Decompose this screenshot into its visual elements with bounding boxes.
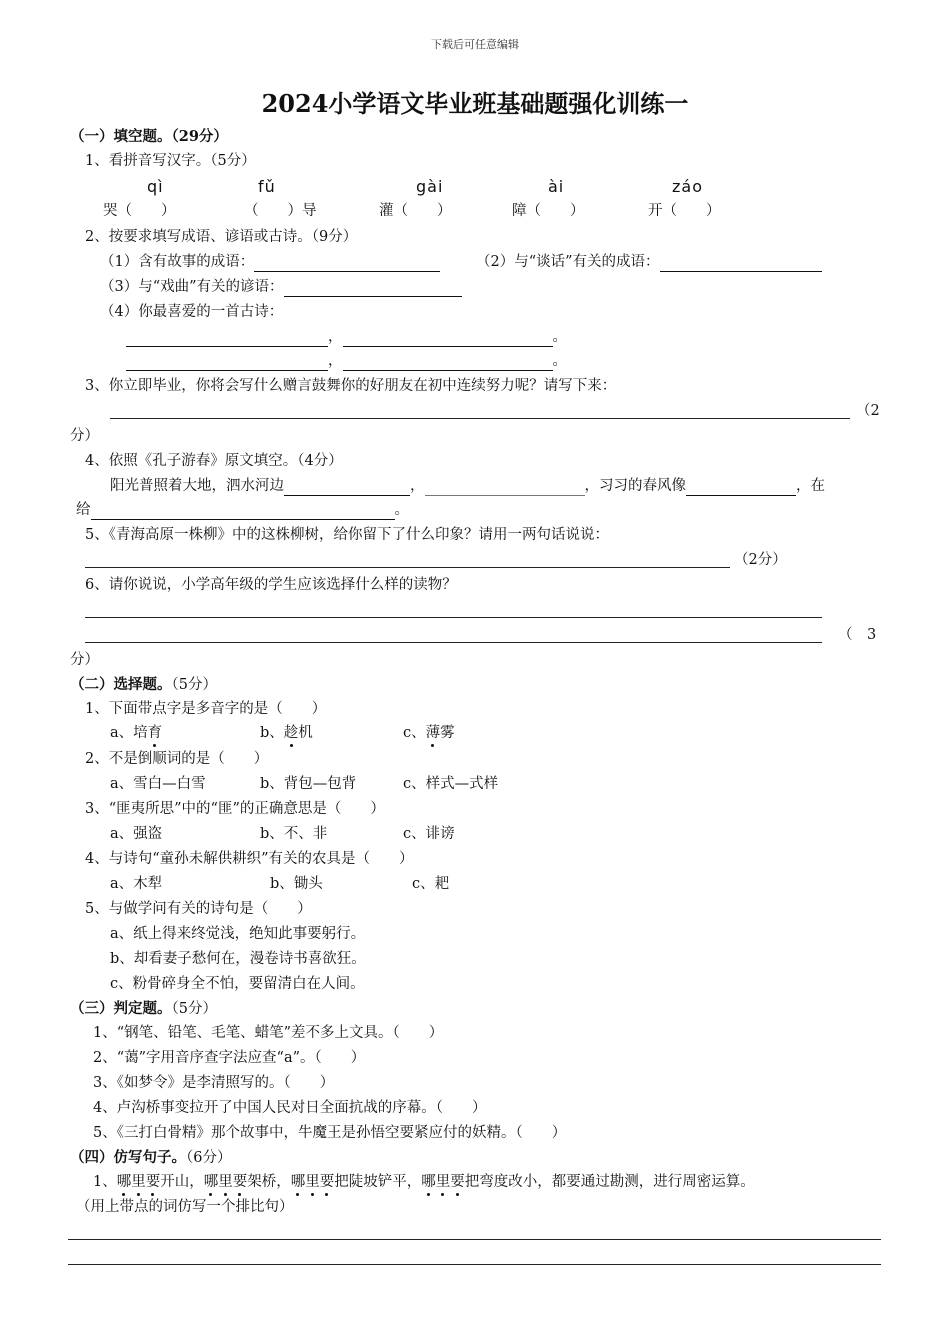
section1-heading: （一）填空题。（29分） [70, 128, 228, 145]
answer-blank[interactable] [284, 479, 410, 496]
q1-5-score: （2分） [734, 552, 787, 568]
q2-2-option-a[interactable]: a、雪白—白雪 [110, 776, 206, 792]
pinyin-3: gài [416, 177, 444, 196]
q1-3-text: 3、你立即毕业，你将会写什么赠言鼓舞你的好朋友在初中连续努力呢？请写下来： [85, 378, 617, 394]
section3-heading [70, 999, 217, 1019]
answer-line[interactable] [110, 418, 850, 419]
q2-4-option-b[interactable]: b、锄头 [270, 876, 323, 892]
judge-item-5[interactable]: 5、《三打白骨精》那个故事中，牛魔王是孙悟空要紧应付的妖精。（ ） [93, 1125, 567, 1141]
emphasis-dot-char: 要 [232, 1174, 248, 1190]
poem-period: 。 [552, 329, 567, 345]
answer-blank[interactable] [686, 479, 796, 496]
q2-5-option-c[interactable]: c、粉骨碎身全不怕，要留清白在人间。 [110, 976, 365, 992]
q1-2-part2 [476, 252, 822, 272]
q1-2-part4: （4）你最喜爱的一首古诗： [100, 304, 284, 320]
judge-item-2[interactable]: 2、“蔼”字用音序查字法应查“a”。（ ） [93, 1050, 366, 1066]
section4-heading-score: （6分） [186, 1150, 232, 1166]
emphasis-dot-char: 要 [145, 1174, 161, 1190]
q2-5-option-a[interactable]: a、纸上得来终觉浅，绝知此事要躬行。 [110, 926, 366, 942]
q1-2-part3-label: （3）与“戏曲”有关的谚语： [100, 279, 284, 295]
poem-line-2 [126, 351, 567, 371]
q1-6-score-cont: 分） [70, 652, 99, 668]
q1-5-text: 5、《青海高原一株柳》中的这株柳树，给你留下了什么印象？请用一两句话说说： [85, 527, 609, 543]
answer-blank[interactable] [126, 354, 328, 371]
emphasis-dot-char: 里 [131, 1174, 146, 1190]
q2-4-text: 4、与诗句“童孙未解供耕织”有关的农具是（ ） [85, 851, 414, 867]
q1-2-part1 [100, 252, 440, 272]
q2-2-option-c[interactable]: c、样式—式样 [403, 776, 499, 792]
poem-comma: ， [328, 329, 343, 345]
q2-1-text: 1、下面带点字是多音字的是（ ） [85, 701, 327, 717]
section2-heading-score: （5分） [171, 677, 217, 693]
answer-blank[interactable] [343, 354, 553, 371]
q1-1-text: 1、看拼音写汉字。（5分） [85, 153, 256, 169]
answer-line[interactable] [85, 642, 822, 643]
emphasis-dot-char: 薄 [425, 725, 441, 741]
section2-heading-bold: （二）选择题。 [70, 676, 172, 693]
q1-2-part2-label: （2）与“谈话”有关的成语： [476, 254, 660, 270]
section2-heading [70, 675, 217, 695]
q2-4-option-c[interactable]: c、耙 [412, 876, 450, 892]
answer-blank[interactable] [425, 479, 585, 496]
emphasis-word [204, 1174, 248, 1190]
page-title: 2024小学语文毕业班基础题强化训练一 [261, 89, 689, 118]
q2-5-option-b[interactable]: b、却看妻子愁何在，漫卷诗书喜欲狂。 [110, 951, 366, 967]
pinyin-blank-5[interactable]: 开（ ） [648, 203, 721, 219]
q2-1-option-c[interactable]: c、薄雾 [403, 725, 455, 741]
q1-4-seg3: ，习习的春风像 [584, 478, 686, 494]
q1-2-text: 2、按要求填写成语、谚语或古诗。（9分） [85, 229, 358, 245]
q1-4-seg5: 给 [76, 502, 91, 518]
q1-4-text: 4、依照《孔子游春》原文填空。（4分） [85, 453, 343, 469]
poem-period: 。 [552, 353, 567, 369]
q2-3-text: 3、“匪夷所思”中的“匪”的正确意思是（ ） [85, 801, 385, 817]
q1-6-text: 6、请你说说，小学高年级的学生应该选择什么样的读物？ [85, 577, 457, 593]
emphasis-dot-char: 哪 [290, 1174, 306, 1190]
q2-1-option-a[interactable]: a、培育 [110, 725, 163, 741]
emphasis-dot-char: 要 [319, 1174, 335, 1190]
section3-heading-score: （5分） [171, 1001, 217, 1017]
pinyin-1: qì [147, 177, 164, 196]
pinyin-2: fǔ [258, 177, 276, 196]
q2-2-option-b[interactable]: b、背包—包背 [260, 776, 357, 792]
section3-heading-bold: （三）判定题。 [70, 1000, 172, 1017]
q1-4-line [110, 476, 825, 496]
q4-1-note: （用上带点的词仿写一个排比句） [76, 1199, 294, 1215]
pinyin-blank-2[interactable]: （ ）导 [244, 203, 317, 219]
answer-line[interactable] [85, 617, 822, 618]
q1-6-score: （ 3 [838, 627, 877, 643]
q1-3-score: （2 [856, 403, 880, 419]
q4-1-sentence [93, 1172, 755, 1192]
poem-comma: ， [328, 353, 343, 369]
q2-3-option-a[interactable]: a、强盗 [110, 826, 163, 842]
answer-blank[interactable] [284, 280, 462, 297]
section4-heading-bold: （四）仿写句子。 [70, 1149, 186, 1166]
q4-1-part: 把陡坡铲平， [334, 1174, 422, 1190]
q4-1-part: 把弯度改小，都要通过勘测，进行周密运算。 [464, 1174, 755, 1190]
pinyin-blank-1[interactable]: 哭（ ） [103, 203, 176, 219]
q1-3-score-cont: 分） [70, 428, 99, 444]
emphasis-word [421, 1174, 465, 1190]
emphasis-dot-char: 哪 [421, 1174, 436, 1190]
q2-1-option-b[interactable]: b、趁机 [260, 725, 313, 741]
header-note: 下载后可任意编辑 [431, 38, 519, 51]
q2-3-option-b[interactable]: b、不、非 [260, 826, 328, 842]
emphasis-dot-char: 育 [147, 725, 163, 741]
answer-line[interactable] [85, 567, 730, 568]
q1-4-seg4: ，在 [796, 478, 825, 494]
q1-2-part3 [100, 277, 462, 297]
answer-blank[interactable] [343, 330, 553, 347]
emphasis-dot-char: 哪 [116, 1174, 132, 1190]
emphasis-dot-char: 哪 [203, 1174, 219, 1190]
q4-1-number: 1、 [93, 1174, 117, 1190]
judge-item-3[interactable]: 3、《如梦令》是李清照写的。（ ） [93, 1075, 335, 1091]
q2-4-option-a[interactable]: a、木犁 [110, 876, 163, 892]
answer-blank[interactable] [254, 255, 440, 272]
q2-2-text: 2、不是倒顺词的是（ ） [85, 751, 269, 767]
pinyin-5: záo [672, 177, 703, 196]
emphasis-dot-char: 要 [450, 1174, 465, 1190]
section4-heading [70, 1148, 231, 1168]
q4-1-part: 架桥， [247, 1174, 291, 1190]
emphasis-word [291, 1174, 335, 1190]
q2-5-text: 5、与做学问有关的诗句是（ ） [85, 901, 312, 917]
emphasis-dot-char: 里 [218, 1174, 233, 1190]
q1-4-seg1: 阳光普照着大地，泗水河边 [110, 478, 284, 494]
answer-line[interactable] [68, 1264, 881, 1265]
emphasis-dot-char: 趁 [283, 725, 299, 741]
judge-item-4[interactable]: 4、卢沟桥事变拉开了中国人民对日全面抗战的序幕。（ ） [93, 1100, 487, 1116]
q1-4-seg2: ， [410, 478, 425, 494]
q1-4-line2 [76, 500, 409, 520]
q2-3-option-c[interactable]: c、诽谤 [403, 826, 455, 842]
answer-blank[interactable] [660, 255, 822, 272]
pinyin-blank-3[interactable]: 灌（ ） [379, 203, 452, 219]
pinyin-blank-4[interactable]: 障（ ） [512, 203, 585, 219]
q4-1-part: 开山， [160, 1174, 204, 1190]
emphasis-dot-char: 里 [435, 1174, 451, 1190]
emphasis-word [117, 1174, 161, 1190]
answer-line[interactable] [68, 1239, 881, 1240]
answer-blank[interactable] [91, 503, 395, 520]
pinyin-4: ài [548, 177, 565, 196]
poem-line-1 [126, 327, 567, 347]
answer-blank[interactable] [126, 330, 328, 347]
q1-2-part1-label: （1）含有故事的成语： [100, 254, 255, 270]
emphasis-dot-char: 里 [305, 1174, 320, 1190]
judge-item-1[interactable]: 1、“钢笔、铅笔、毛笔、蜡笔”差不多上文具。（ ） [93, 1025, 444, 1041]
q1-4-seg6: 。 [394, 502, 409, 518]
